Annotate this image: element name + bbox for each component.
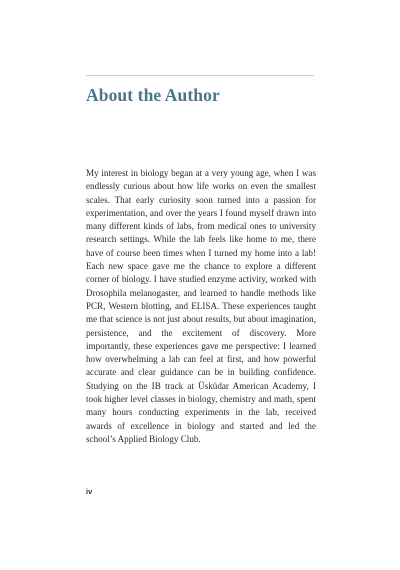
author-bio-paragraph: My interest in biology began at a very young age, when I was endlessly curious about how life works on even the smallest scales. That early curiosity soon turned into a passion for experimentation, and over the years I found myself drawn into many different kinds of labs, from medical ones to university research settings. While the lab feels like home to me, there have of course been times when I turned my home into a lab! Each new space gave me the chance to explore a different corner of biology. I have studied enzyme activity, worked with Drosophila melanogaster, and learned to handle methods like PCR, Western blotting, and ELISA. These experiences taught me that science is not just about results, but about imagination, persistence, and the excitement of discovery. More importantly, these experiences gave me perspective: I learned how overwhelming a lab can feel at first, and how powerful accurate and clear guidance can be in building confidence. Studying on the IB track at Üsküdar American Academy, I took higher level classes in biology, chemistry and math, spent many hours conducting experiments in the lab, received awards of excellence in biology and started and led the school’s Applied Biology Club. <box>86 168 316 444</box>
section-title: About the Author <box>86 85 220 105</box>
section-divider <box>86 75 314 76</box>
page-number: iv <box>86 487 93 496</box>
